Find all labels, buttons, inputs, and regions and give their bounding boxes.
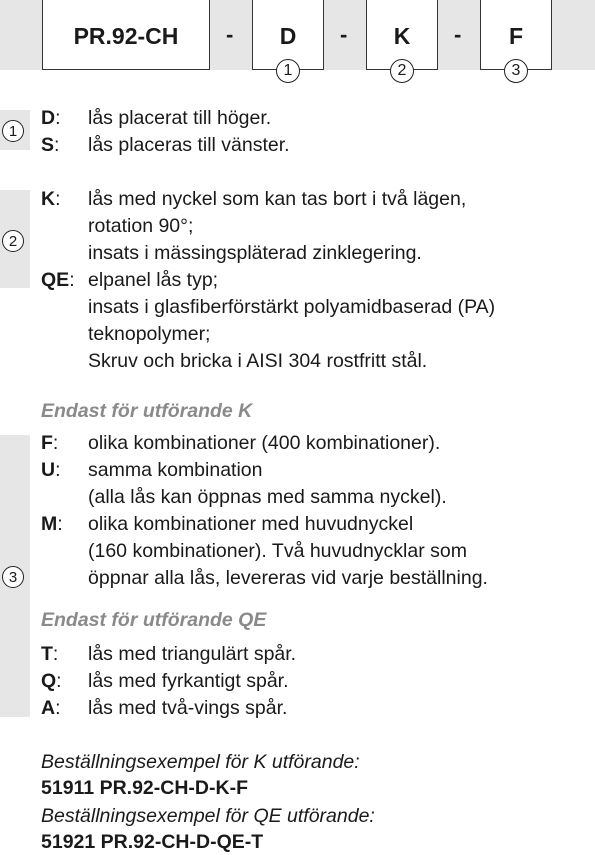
option-text: (alla lås kan öppnas med samma nyckel). <box>88 486 447 508</box>
option-row: M: <box>41 513 63 535</box>
circle-number-2: 2 <box>390 59 414 83</box>
section-title-k: Endast för utförande K <box>41 400 253 422</box>
code-base: PR.92-CH <box>73 23 179 49</box>
option-row: D: <box>41 107 61 129</box>
option-code: U <box>41 459 56 481</box>
circle-number-1: 1 <box>2 120 24 142</box>
code-part-letter: D <box>279 23 297 49</box>
option-code: F <box>41 432 53 454</box>
option-text: lås med nyckel som kan tas bort i två lägen, <box>88 188 467 210</box>
option-row: A: <box>41 697 61 719</box>
option-code: S <box>41 134 55 156</box>
option-text: lås med fyrkantigt spår. <box>88 670 289 692</box>
circle-number-3: 3 <box>504 59 528 83</box>
circle-number-1: 1 <box>276 59 300 83</box>
code-part-letter: F <box>508 23 524 49</box>
option-row: K: <box>41 188 61 210</box>
option-text: lås med triangulärt spår. <box>88 643 297 665</box>
option-row: S: <box>41 134 60 156</box>
option-text: lås med två-vings spår. <box>88 697 288 719</box>
option-row: QE: <box>41 269 75 291</box>
example-label: Beställningsexempel för QE utförande: <box>41 805 375 827</box>
option-text: olika kombinationer med huvudnyckel <box>88 513 414 535</box>
option-code: D <box>41 107 56 129</box>
option-text: teknopolymer; <box>88 323 211 345</box>
option-code: A <box>41 697 56 719</box>
option-code: M <box>41 513 58 535</box>
option-text: insats i glasfiberförstärkt polyamidbaserad (PA) <box>88 296 496 318</box>
option-text: elpanel lås typ; <box>88 269 219 291</box>
option-text: öppnar alla lås, levereras vid varje beställning. <box>88 567 488 589</box>
example-code: 51911 PR.92-CH-D-K-F <box>41 777 248 799</box>
option-code: QE <box>41 269 70 291</box>
option-text: lås placerat till höger. <box>88 107 272 129</box>
option-row: F: <box>41 432 59 454</box>
dash: - <box>226 22 234 47</box>
section-title-qe: Endast för utförande QE <box>41 609 267 631</box>
option-text: (160 kombinationer). Två huvudnycklar som <box>88 540 467 562</box>
option-text: rotation 90°; <box>88 215 194 237</box>
example-label: Beställningsexempel för K utförande: <box>41 751 360 773</box>
dash: - <box>340 22 348 47</box>
option-code: K <box>41 188 56 210</box>
option-text: insats i mässingspläterad zinklegering. <box>88 242 422 264</box>
code-base-box <box>42 0 210 70</box>
circle-number-3: 3 <box>2 566 24 588</box>
option-row: Q: <box>41 670 62 692</box>
option-code: Q <box>41 670 57 692</box>
dash: - <box>454 22 462 47</box>
option-text: lås placeras till vänster. <box>88 134 290 156</box>
option-row: T: <box>41 643 59 665</box>
option-text: Skruv och bricka i AISI 304 rostfritt stål. <box>88 350 428 372</box>
code-part-letter: K <box>393 23 411 49</box>
option-code: T <box>41 643 53 665</box>
option-row: U: <box>41 459 61 481</box>
option-text: samma kombination <box>88 459 263 481</box>
option-text: olika kombinationer (400 kombinationer). <box>88 432 441 454</box>
circle-number-2: 2 <box>2 230 24 252</box>
example-code: 51921 PR.92-CH-D-QE-T <box>41 831 264 853</box>
